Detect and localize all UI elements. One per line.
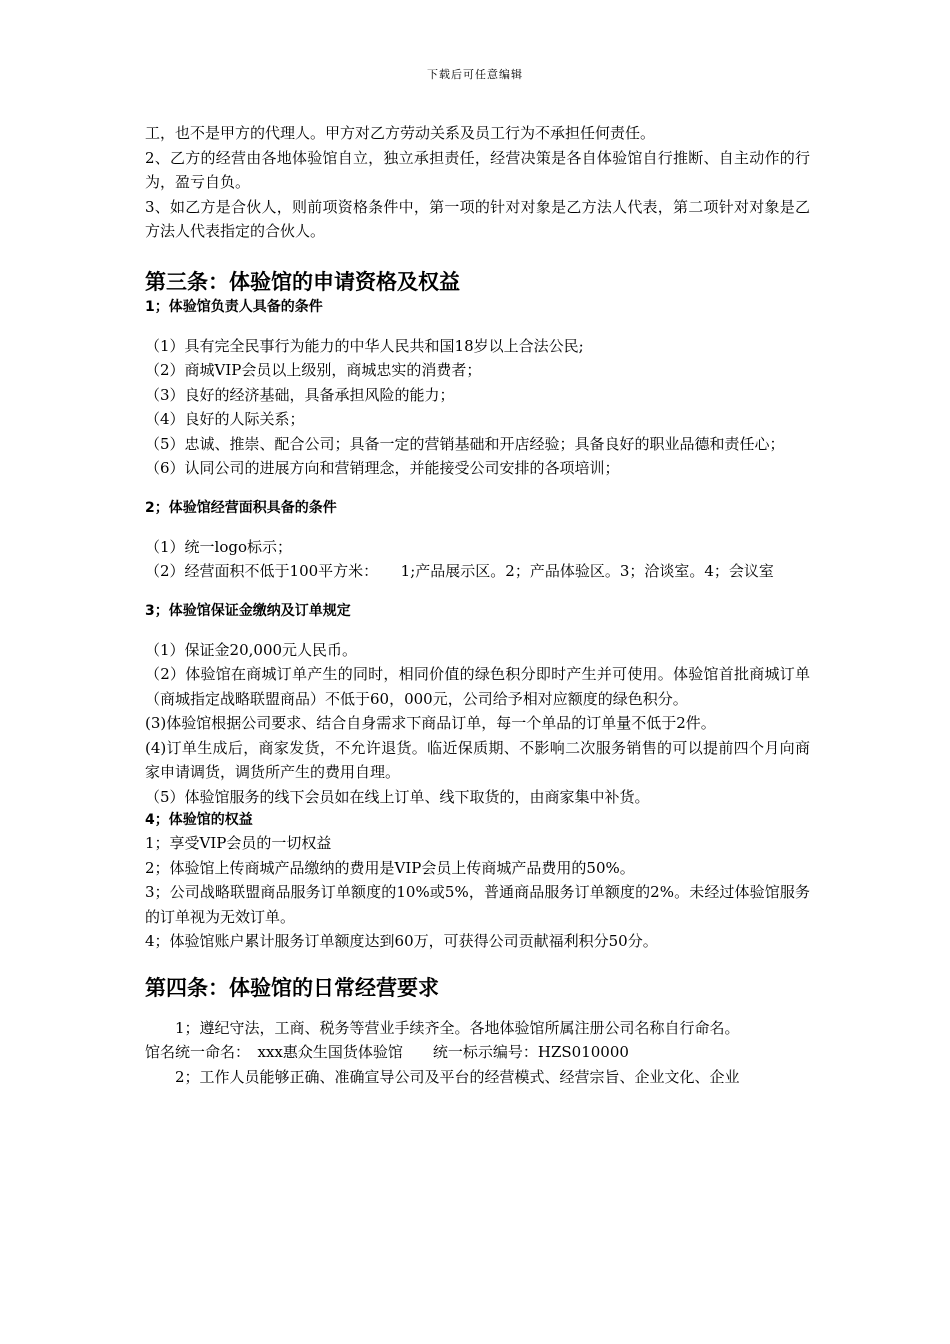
list-item: 4；体验馆账户累计服务订单额度达到60万，可获得公司贡献福利积分50分。 — [145, 932, 658, 950]
list-item: （2）商城VIP会员以上级别，商城忠实的消费者； — [145, 361, 482, 379]
list-item: 3；公司战略联盟商品服务订单额度的10%或5%，普通商品服务订单额度的2%。未经过体验馆服务的订单视为无效订单。 — [145, 883, 810, 926]
section-heading: 2；体验馆经营面积具备的条件 — [145, 499, 337, 516]
list-item: （1）保证金20,000元人民币。 — [145, 640, 358, 659]
section-heading: 4；体验馆的权益 — [145, 812, 253, 828]
paragraph: 工，也不是甲方的代理人。甲方对乙方劳动关系及员工行为不承担任何责任。 — [145, 124, 656, 142]
article-4-heading: 第四条：体验馆的日常经营要求 — [145, 975, 439, 1000]
paragraph: 2；工作人员能够正确、准确宣导公司及平台的经营模式、经营宗旨、企业文化、企业 — [175, 1067, 740, 1086]
list-item: 1；享受VIP会员的一切权益 — [145, 834, 332, 852]
list-item: （5）体验馆服务的线下会员如在线上订单、线下取货的，由商家集中补货。 — [145, 787, 650, 806]
list-item: (4)订单生成后，商家发货，不允许退货。临近保质期、不影响二次服务销售的可以提前四个月向商家申请调货，调货所产生的费用自理。 — [145, 738, 810, 781]
list-item: （4）良好的人际关系； — [145, 410, 305, 428]
paragraph: 馆名统一命名： xxx惠众生国货体验馆 统一标示编号：HZS010000 — [145, 1043, 629, 1061]
list-item: （3）良好的经济基础，具备承担风险的能力； — [145, 385, 455, 404]
paragraph: 3、如乙方是合伙人，则前项资格条件中，第一项的针对对象是乙方法人代表，第二项针对对象是乙方法人代表指定的合伙人。 — [145, 197, 810, 240]
list-item: （1）具有完全民事行为能力的中华人民共和国18岁以上合法公民; — [145, 336, 584, 355]
section-heading: 1；体验馆负责人具备的条件 — [145, 298, 323, 315]
list-item: （2）体验馆在商城订单产生的同时，相同价值的绿色积分即时产生并可使用。体验馆首批商城订单（商城指定战略联盟商品）不低于60，000元，公司给予相对应额度的绿色积分。 — [145, 665, 810, 708]
article-3-heading: 第三条：体验馆的申请资格及权益 — [145, 269, 460, 294]
paragraph: 2、乙方的经营由各地体验馆自立，独立承担责任，经营决策是各自体验馆自行推断、自主动作的行为，盈亏自负。 — [145, 148, 810, 191]
list-item: （6）认同公司的进展方向和营销理念，并能接受公司安排的各项培训； — [145, 459, 620, 477]
list-item: 2；体验馆上传商城产品缴纳的费用是VIP会员上传商城产品费用的50%。 — [145, 858, 635, 877]
paragraph: 1；遵纪守法，工商、税务等营业手续齐全。各地体验馆所属注册公司名称自行命名。 — [175, 1018, 740, 1037]
list-item: (3)体验馆根据公司要求、结合自身需求下商品订单，每一个单品的订单量不低于2件。 — [145, 714, 716, 732]
section-heading: 3；体验馆保证金缴纳及订单规定 — [145, 602, 351, 619]
list-item: （5）忠诚、推崇、配合公司；具备一定的营销基础和开店经验；具备良好的职业品德和责任心； — [145, 434, 785, 453]
document-body — [145, 121, 810, 1089]
list-item: （2）经营面积不低于100平方米： 1;产品展示区。2；产品体验区。3；洽谈室。4；会议室 — [145, 562, 774, 580]
page-header: 下载后可任意编辑 — [427, 68, 523, 81]
list-item: （1）统一logo标示； — [145, 537, 293, 556]
